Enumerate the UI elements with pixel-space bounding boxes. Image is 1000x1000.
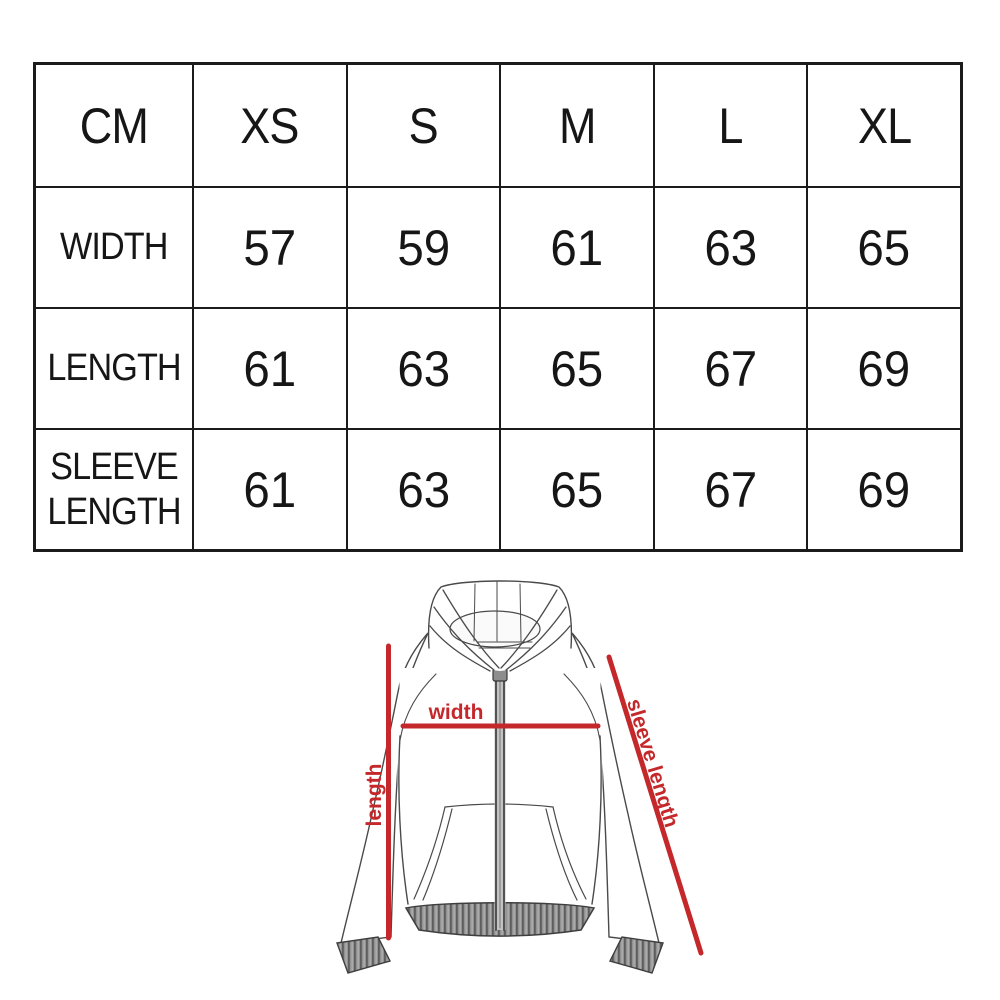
hood xyxy=(429,581,572,671)
size-label: XL xyxy=(857,97,911,154)
cell-value: 63 xyxy=(396,340,450,397)
row-label: LENGTH xyxy=(47,347,181,390)
size-label: L xyxy=(718,97,743,154)
cell-value: 59 xyxy=(396,219,450,276)
cell-value: 63 xyxy=(704,219,758,276)
cell-value: 63 xyxy=(396,461,450,518)
cell-value: 65 xyxy=(857,219,911,276)
cell-value: 61 xyxy=(243,340,297,397)
cell-value: 57 xyxy=(243,219,297,276)
row-label: SLEEVE LENGTH xyxy=(47,445,181,533)
length-label: length xyxy=(363,763,386,827)
sleeve-length-label: sleeve length xyxy=(622,696,683,831)
size-label: S xyxy=(408,97,438,154)
row-label: WIDTH xyxy=(60,226,168,269)
unit-label: CM xyxy=(79,97,149,154)
cell-value: 65 xyxy=(550,461,604,518)
right-cuff-ribbing xyxy=(610,937,663,973)
width-label: width xyxy=(428,701,484,724)
cell-value: 65 xyxy=(550,340,604,397)
cell-value: 61 xyxy=(550,219,604,276)
cell-value: 67 xyxy=(704,461,758,518)
left-cuff-ribbing xyxy=(337,937,390,973)
cell-value: 67 xyxy=(704,340,758,397)
zipper xyxy=(493,661,507,930)
size-label: M xyxy=(558,97,596,154)
cell-value: 61 xyxy=(243,461,297,518)
size-label: XS xyxy=(240,97,299,154)
cell-value: 69 xyxy=(857,340,911,397)
cell-value: 69 xyxy=(857,461,911,518)
